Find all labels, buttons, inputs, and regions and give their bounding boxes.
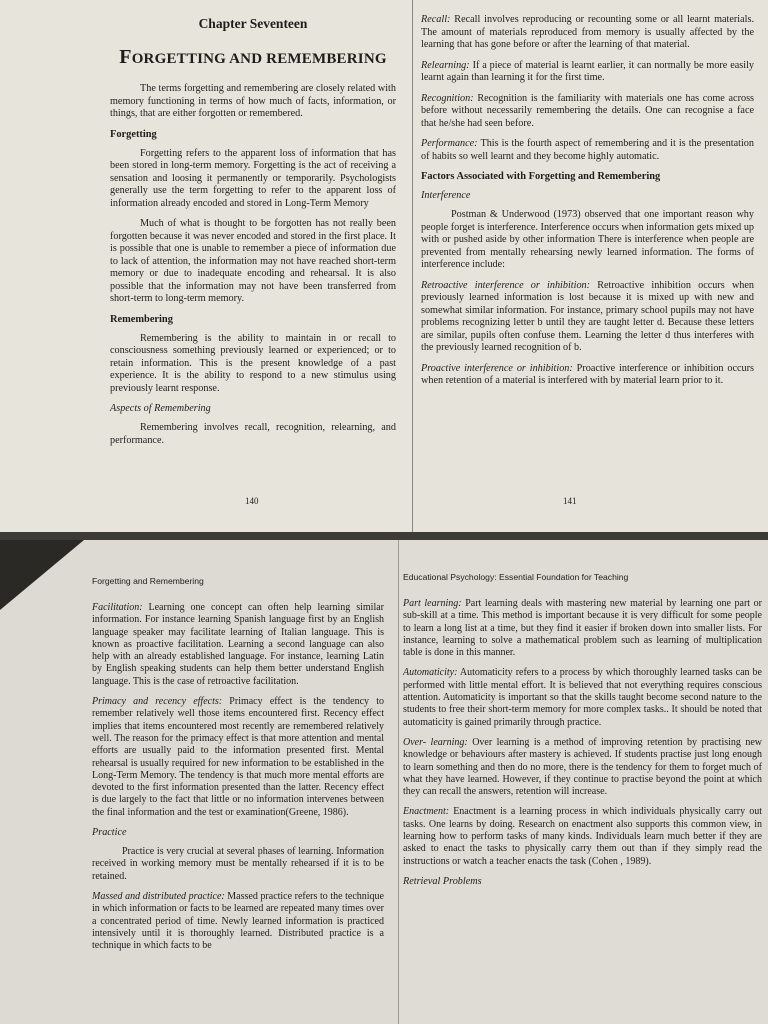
forgetting-paragraph-2: Much of what is thought to be forgotten has not really been forgotten because it was never encoded and stored in the first place. It is possible that one is unable to remember a piece of information due to lack of attention, the information may not have reached short-term memory or due to inadequate encoding and rehearsal. It is also possible that the information may not have been transferred from short-term to long-term memory.: [110, 218, 396, 304]
part-learning-paragraph: [403, 598, 762, 659]
recognition-term: Recognition:: [421, 92, 474, 104]
relearning-paragraph: [421, 60, 754, 85]
chapter-title: [110, 46, 396, 69]
intro-paragraph: The terms forgetting and remembering are closely related with memory functioning in terms of how much of facts, information, or things, that are either forgotten or remembered.: [110, 83, 396, 119]
performance-text: This is the fourth aspect of remembering and it is the presentation of habits so well learnt and they become highly automatic.: [421, 138, 754, 162]
facilitation-text: Learning one concept can often help learning similar information. For instance learning Spanish language first by an English language speaker may facilitate learning of Italian language. This is known as proactive facilitation. Learning a second language can also help with an already established language. For instance, learning Latin by English speaking students can help them better understand English language. This is the case of retroactive facilitation.: [92, 602, 384, 687]
chapter-title-initial: F: [119, 46, 132, 68]
section-heading-forgetting: Forgetting: [110, 128, 157, 140]
enactment-paragraph: [403, 806, 762, 867]
overlearning-text: Over learning is a method of improving retention by practising new knowledge or behaviours after mastery is achieved. If students practise just long enough to learn something and then do no more, there is the tendency for them to forget much of what they have learned. However, if they continue to practise beyond the point at which they can recall the answers, retention will increase.: [403, 736, 762, 798]
section-heading-factors: Factors Associated with Forgetting and Remembering: [421, 171, 661, 182]
massed-text: Massed practice refers to the technique in which information or facts to be learned are repeated many times over a concentrated period of time. Newly learned information is practiced intensively until it is thoroughly learned. Distributed practice is a technique in which facts to be: [92, 890, 384, 952]
automaticity-paragraph: [403, 667, 762, 728]
section-heading-remembering: Remembering: [110, 313, 173, 325]
recognition-paragraph: [421, 93, 754, 131]
remembering-paragraph: Remembering is the ability to maintain in or recall to consciousness something previously learned or experienced; or to retain information. This is the present knowledge of a past experience. It is the ability to respond to a new stimulus using previously learnt response.: [110, 332, 396, 394]
primacy-paragraph: [92, 696, 384, 819]
subheading-aspects: Aspects of Remembering: [110, 403, 211, 414]
running-head-left: Forgetting and Remembering: [92, 576, 204, 586]
chapter-title-rest: ORGETTING AND REMEMBERING: [131, 51, 387, 67]
proactive-text: Proactive interference or inhibition occurs when retention of a material is interfered with by material learn prior to it.: [421, 362, 754, 386]
proactive-paragraph: [421, 363, 754, 388]
primacy-text: Primacy effect is the tendency to remember relatively well those items encountered first. Recency effect implies that items encountered most recently are remembered relatively well. The reason for the primacy effect is that more attention and mental efforts are usually paid to the information presented first. Mental rehearsal is usually required for new information to be established in the Long-Term Memory. The tendency is that much more mental efforts are devoted to the first information presented than the latter. Recency effect is due largely to the fact that little or no information intervenes between the final information and the test or examination(Greene, 1986).: [92, 696, 384, 818]
recall-text: Recall involves reproducing or recounting some or all learnt materials. The amount of materials reproduced from memory is usually affected by the learning that has gone before or after the learning of that material.: [421, 14, 754, 50]
part-learning-term: Part learning:: [403, 598, 462, 609]
page-number-141: 141: [563, 496, 577, 506]
subheading-retrieval-problems: Retrieval Problems: [403, 875, 482, 887]
enactment-term: Enactment:: [403, 806, 450, 818]
facilitation-term: Facilitation:: [92, 602, 143, 613]
retroactive-paragraph: [421, 280, 754, 355]
page-corner-shadow: [0, 540, 84, 610]
recall-paragraph: [421, 14, 754, 52]
book-page-141: [412, 0, 768, 532]
massed-term: Massed and distributed practice:: [92, 890, 225, 902]
automaticity-term: Automaticity:: [403, 667, 458, 679]
aspects-paragraph: Remembering involves recall, recognition, relearning, and performance.: [110, 422, 396, 446]
practice-paragraph: Practice is very crucial at several phases of learning. Information received in working memory must be mentally rehearsed if it is to be retained.: [92, 846, 384, 882]
recall-term: Recall:: [421, 14, 451, 25]
enactment-text: Enactment is a learning process in which individuals physically carry out tasks. One learns by doing. Research on enactment also supports this common view, in learning how to perform tasks of many kinds. Individuals learn much better if they are asked to enact the tasks to physically carry them out than if they simply read the instructions or watch a teacher enacts the task (Cohen , 1989).: [403, 806, 762, 867]
primacy-term: Primacy and recency effects:: [92, 696, 223, 708]
part-learning-text: Part learning deals with mastering new material by learning one part or sub-skill at a time. This method is important because it is very difficult for some people to learn a long list at a time, but they find it easier if broken down into smaller lists. For instance, learning to solve a mathematical problem such as learning of multiplication table is done in this manner.: [403, 598, 762, 659]
overlearning-paragraph: [403, 737, 762, 798]
book-page-140: [0, 0, 412, 532]
overlearning-term: Over- learning:: [403, 736, 468, 748]
performance-term: Performance:: [421, 138, 478, 149]
massed-paragraph: [92, 891, 384, 952]
proactive-term: Proactive interference or inhibition:: [421, 362, 573, 374]
page-number-140: 140: [245, 496, 259, 506]
interference-paragraph: Postman & Underwood (1973) observed that one important reason why people forget is interference. Interference occurs when information gets mixed up with or pushed aside by other information There is interference when people are prevented from mentally rehearsing newly learned information. The forms of interference include:: [421, 209, 754, 270]
chapter-heading: Chapter Seventeen: [198, 16, 308, 31]
recognition-text: Recognition is the familiarity with materials one has come across before without necessarily remembering the details. One can recognise a face that he/she had seen before.: [421, 92, 754, 129]
retroactive-term: Retroactive interference or inhibition:: [421, 279, 591, 291]
subheading-interference: Interference: [421, 190, 471, 201]
relearning-term: Relearning:: [421, 59, 470, 71]
retroactive-text: Retroactive inhibition occurs when previously learned information is lost because it is mixed up with new and somewhat similar information. For instance, primary school pupils may not have problems recognizing letter b until they are taught letter d. Because these letters are similar, pupils often confuse them. Learning the letter d thus interferes with the previously learned recognition of b.: [421, 279, 755, 353]
performance-paragraph: [421, 138, 754, 163]
book-page-lower-left: [0, 540, 398, 1024]
facilitation-paragraph: [92, 602, 384, 688]
subheading-practice: Practice: [92, 827, 127, 839]
automaticity-text: Automaticity refers to a process by which thoroughly learned tasks can be performed with little mental effort. It is believed that not everything requires conscious attention. Automaticity is important so that the skills taught become second nature to the students to free their short-term memory for more complex tasks.. It should be noted that automaticity is gained primarily through practice.: [403, 667, 762, 728]
book-page-lower-right: [398, 540, 768, 1024]
forgetting-paragraph-1: Forgetting refers to the apparent loss of information that has been stored in long-term memory. Forgetting is the act of receiving a sensation and loosing it permanently or temporarily. Psychologists generally use the term forgetting to refer to the apparent loss of information already encoded and stored in Long-Term Memory: [110, 147, 396, 209]
running-head-right: Educational Psychology: Essential Foundation for Teaching: [403, 572, 629, 582]
relearning-text: If a piece of material is learnt earlier, it can normally be more easily learnt again than learning it for the first time.: [421, 59, 754, 83]
